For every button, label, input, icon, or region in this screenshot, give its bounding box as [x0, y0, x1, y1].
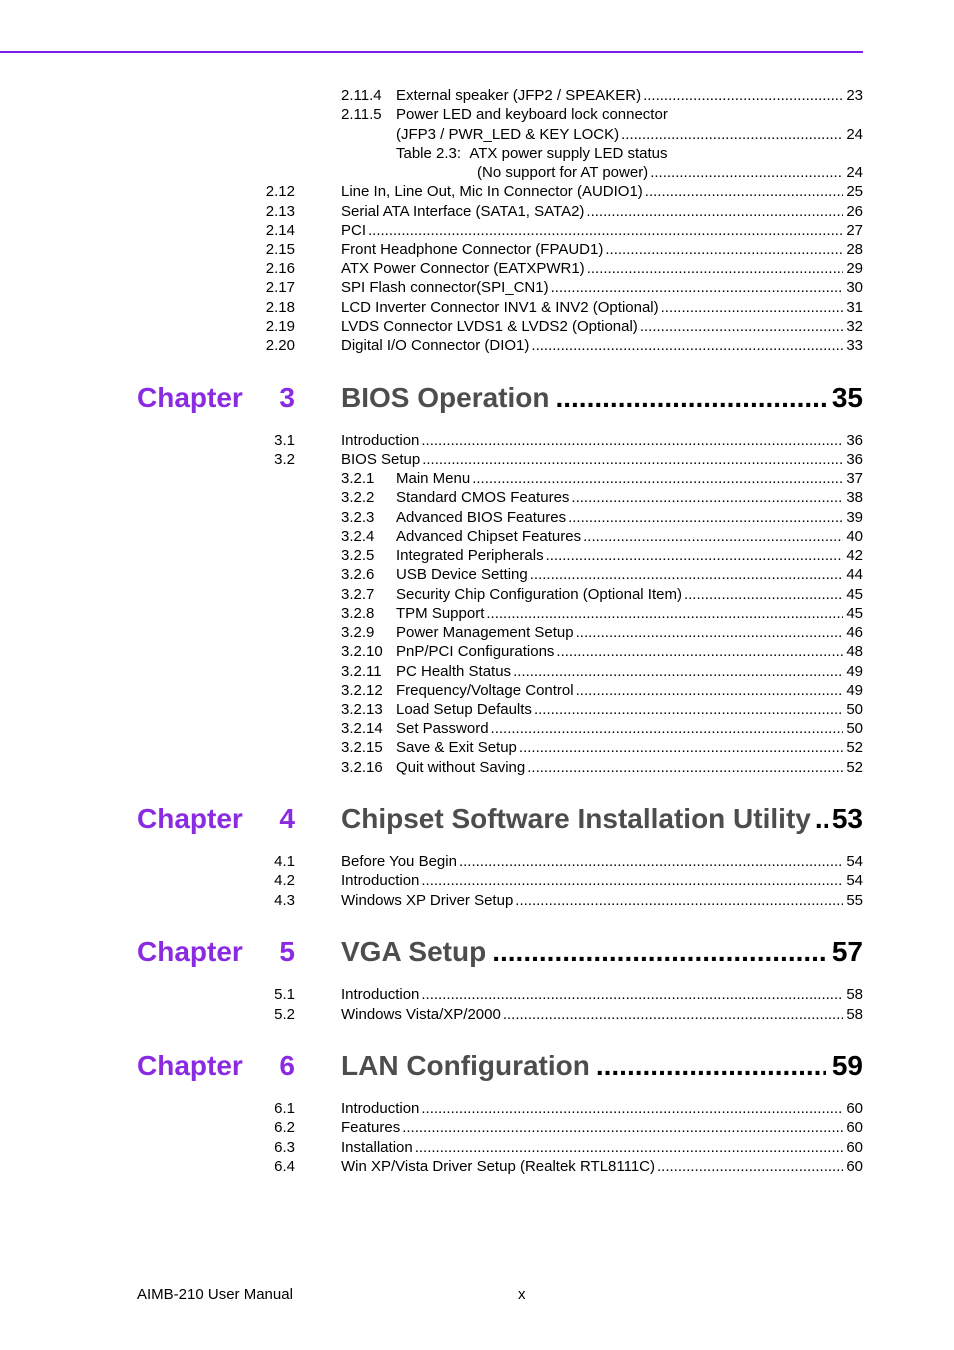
toc-leader — [551, 278, 844, 298]
toc-row[interactable] — [0, 298, 954, 318]
toc-row[interactable] — [0, 163, 954, 183]
toc-leader — [472, 469, 843, 489]
toc-subnumber: 2.11.4 — [341, 87, 382, 104]
toc-label: Table 2.3: ATX power supply LED status — [396, 145, 668, 162]
toc-label: Introduction — [341, 1100, 420, 1117]
toc-leader — [492, 934, 826, 970]
toc-label: Win XP/Vista Driver Setup (Realtek RTL8111C) — [341, 1158, 656, 1175]
toc-number: 2.14 — [265, 222, 295, 239]
chapter-label: Chapter — [137, 803, 243, 834]
toc-label: Power LED and keyboard lock connector — [396, 106, 668, 123]
toc-label: Features — [341, 1119, 401, 1136]
toc-subnumber: 3.2.15 — [341, 739, 383, 756]
chapter-page: 53 — [831, 803, 863, 834]
chapter-title: Chipset Software Installation Utility — [341, 803, 811, 834]
toc-page: 39 — [846, 509, 863, 526]
toc-leader — [576, 623, 844, 643]
toc-leader — [515, 891, 843, 911]
chapter-page: 59 — [831, 1050, 863, 1081]
toc-page: 33 — [846, 337, 863, 354]
toc-page: 28 — [846, 241, 863, 258]
footer-manual-title: AIMB-210 User Manual — [137, 1286, 293, 1303]
toc-label: Serial ATA Interface (SATA1, SATA2) — [341, 203, 585, 220]
toc-leader — [684, 585, 843, 605]
toc-leader — [571, 488, 843, 508]
toc-label: PC Health Status — [396, 663, 512, 680]
toc-number: 2.12 — [265, 183, 295, 200]
toc-label: Frequency/Voltage Control — [396, 682, 574, 699]
chapter-heading[interactable] — [0, 934, 954, 970]
toc-label: Introduction — [341, 986, 420, 1003]
toc-row[interactable] — [0, 758, 954, 778]
toc-number: 4.3 — [274, 892, 295, 909]
toc-subnumber: 3.2.6 — [341, 566, 375, 583]
chapter-title: BIOS Operation — [341, 382, 550, 413]
toc-page: 40 — [846, 528, 863, 545]
toc-leader — [576, 681, 844, 701]
toc-subnumber: 3.2.1 — [341, 470, 375, 487]
toc-subnumber: 3.2.8 — [341, 605, 375, 622]
toc-leader — [402, 1118, 843, 1138]
toc-page: 44 — [846, 566, 863, 583]
toc-number: 6.3 — [274, 1139, 295, 1156]
toc-label: Power Management Setup — [396, 624, 574, 641]
toc-label: (JFP3 / PWR_LED & KEY LOCK) — [396, 126, 620, 143]
toc-label: Windows XP Driver Setup — [341, 892, 514, 909]
toc-leader — [519, 738, 843, 758]
toc-number: 2.15 — [265, 241, 295, 258]
toc-page: 38 — [846, 489, 863, 506]
chapter-heading[interactable] — [0, 801, 954, 837]
toc-page: 23 — [846, 87, 863, 104]
toc-row[interactable] — [0, 585, 954, 605]
toc-leader — [605, 240, 843, 260]
toc-row[interactable] — [0, 852, 954, 872]
toc-label: External speaker (JFP2 / SPEAKER) — [396, 87, 642, 104]
toc-leader — [568, 508, 843, 528]
toc-number: 6.1 — [274, 1100, 295, 1117]
chapter-heading[interactable] — [0, 1048, 954, 1084]
toc-number: 3.2 — [274, 451, 295, 468]
toc-row[interactable] — [0, 1118, 954, 1138]
toc-row[interactable] — [0, 891, 954, 911]
footer-page-number: x — [518, 1286, 526, 1303]
toc-row[interactable] — [0, 105, 954, 125]
toc-label: PCI — [341, 222, 367, 239]
chapter-number: 6 — [279, 1050, 295, 1081]
toc-subnumber: 3.2.12 — [341, 682, 383, 699]
chapter-title: LAN Configuration — [341, 1050, 590, 1081]
toc-leader — [421, 431, 843, 451]
toc-number: 2.17 — [265, 279, 295, 296]
toc-label: Introduction — [341, 432, 420, 449]
toc-subnumber: 3.2.16 — [341, 759, 383, 776]
toc-leader — [583, 527, 843, 547]
toc-label: Integrated Peripherals — [396, 547, 544, 564]
toc-subnumber: 3.2.10 — [341, 643, 383, 660]
toc-label: Main Menu — [396, 470, 471, 487]
toc-number: 2.18 — [265, 299, 295, 316]
toc-leader — [661, 298, 844, 318]
toc-leader — [645, 182, 844, 202]
toc-row[interactable] — [0, 336, 954, 356]
toc-label: (No support for AT power) — [477, 164, 649, 181]
toc-number: 4.1 — [274, 853, 295, 870]
toc-row[interactable] — [0, 546, 954, 566]
toc-leader — [650, 163, 843, 183]
toc-label: ATX Power Connector (EATXPWR1) — [341, 260, 585, 277]
toc-page: 60 — [846, 1158, 863, 1175]
toc-leader — [815, 801, 828, 837]
toc-row[interactable] — [0, 259, 954, 279]
toc-leader — [596, 1048, 826, 1084]
toc-row[interactable] — [0, 317, 954, 337]
toc-label: TPM Support — [396, 605, 485, 622]
toc-leader — [643, 86, 843, 106]
toc-row[interactable] — [0, 985, 954, 1005]
toc-page: 60 — [846, 1119, 863, 1136]
toc-row[interactable] — [0, 1099, 954, 1119]
toc-page: 46 — [846, 624, 863, 641]
toc-row[interactable] — [0, 1157, 954, 1177]
toc-page: 49 — [846, 663, 863, 680]
toc-number: 4.2 — [274, 872, 295, 889]
toc-page: 55 — [846, 892, 863, 909]
toc-page: 45 — [846, 605, 863, 622]
chapter-label: Chapter — [137, 1050, 243, 1081]
toc-page: 49 — [846, 682, 863, 699]
toc-leader — [513, 662, 843, 682]
toc-page: 58 — [846, 986, 863, 1003]
toc-number: 2.20 — [265, 337, 295, 354]
toc-page: 36 — [846, 432, 863, 449]
toc-page: 52 — [846, 759, 863, 776]
toc-label: Front Headphone Connector (FPAUD1) — [341, 241, 604, 258]
toc-label: Advanced Chipset Features — [396, 528, 582, 545]
toc-number: 6.2 — [274, 1119, 295, 1136]
toc-page: 31 — [846, 299, 863, 316]
toc-leader — [421, 985, 843, 1005]
toc-leader — [586, 202, 843, 222]
toc-page: 60 — [846, 1100, 863, 1117]
toc-label: Installation — [341, 1139, 413, 1156]
toc-row[interactable] — [0, 125, 954, 145]
chapter-number: 3 — [279, 382, 295, 413]
toc-subnumber: 3.2.13 — [341, 701, 383, 718]
toc-subnumber: 3.2.4 — [341, 528, 375, 545]
toc-label: Before You Begin — [341, 853, 457, 870]
toc-row[interactable] — [0, 1138, 954, 1158]
toc-page: 32 — [846, 318, 863, 335]
toc-page: 50 — [846, 701, 863, 718]
toc-number: 5.2 — [274, 1006, 295, 1023]
toc-row[interactable] — [0, 469, 954, 489]
toc-page: 27 — [846, 222, 863, 239]
toc-label: SPI Flash connector(SPI_CN1) — [341, 279, 549, 296]
toc-leader — [640, 317, 844, 337]
toc-number: 5.1 — [274, 986, 295, 1003]
toc-leader — [621, 125, 843, 145]
toc-label: USB Device Setting — [396, 566, 528, 583]
toc-leader — [368, 221, 843, 241]
toc-subnumber: 3.2.5 — [341, 547, 375, 564]
toc-label: Load Setup Defaults — [396, 701, 532, 718]
toc-leader — [657, 1157, 843, 1177]
toc-row[interactable] — [0, 221, 954, 241]
toc-row[interactable] — [0, 604, 954, 624]
toc-row[interactable] — [0, 719, 954, 739]
toc-row[interactable] — [0, 86, 954, 106]
toc-label: Advanced BIOS Features — [396, 509, 567, 526]
toc-leader — [555, 380, 825, 416]
toc-page: 54 — [846, 853, 863, 870]
chapter-heading[interactable] — [0, 380, 954, 416]
toc-row[interactable] — [0, 700, 954, 720]
toc-page: 37 — [846, 470, 863, 487]
toc-number: 3.1 — [274, 432, 295, 449]
toc-page: 42 — [846, 547, 863, 564]
toc-leader — [421, 1099, 843, 1119]
toc-row[interactable] — [0, 240, 954, 260]
toc-label: Quit without Saving — [396, 759, 526, 776]
toc-page: 60 — [846, 1139, 863, 1156]
toc-page: 45 — [846, 586, 863, 603]
toc-leader — [422, 450, 843, 470]
toc-subnumber: 3.2.7 — [341, 586, 375, 603]
toc-row[interactable] — [0, 1005, 954, 1025]
chapter-number: 5 — [279, 936, 295, 967]
toc-row[interactable] — [0, 565, 954, 585]
toc-page: 29 — [846, 260, 863, 277]
toc-leader — [415, 1138, 844, 1158]
toc-page: 50 — [846, 720, 863, 737]
toc-leader — [531, 336, 843, 356]
toc-label: Set Password — [396, 720, 489, 737]
toc-label: Windows Vista/XP/2000 — [341, 1006, 501, 1023]
toc-subnumber: 3.2.11 — [341, 663, 382, 680]
toc-row[interactable] — [0, 450, 954, 470]
toc-page: 36 — [846, 451, 863, 468]
toc-page: 48 — [846, 643, 863, 660]
toc-leader — [421, 871, 843, 891]
toc-row[interactable] — [0, 662, 954, 682]
toc-row[interactable] — [0, 182, 954, 202]
chapter-label: Chapter — [137, 936, 243, 967]
toc-row[interactable] — [0, 738, 954, 758]
toc-leader — [459, 852, 843, 872]
toc-number: 2.13 — [265, 203, 295, 220]
toc-subnumber: 3.2.2 — [341, 489, 375, 506]
header-rule — [0, 51, 863, 53]
toc-leader — [546, 546, 844, 566]
toc-label: LCD Inverter Connector INV1 & INV2 (Optional) — [341, 299, 659, 316]
toc-leader — [503, 1005, 844, 1025]
toc-label: Digital I/O Connector (DIO1) — [341, 337, 530, 354]
toc-page: 30 — [846, 279, 863, 296]
toc-subnumber: 3.2.3 — [341, 509, 375, 526]
chapter-label: Chapter — [137, 382, 243, 413]
toc-leader — [534, 700, 843, 720]
toc-label: LVDS Connector LVDS1 & LVDS2 (Optional) — [341, 318, 638, 335]
toc-row[interactable] — [0, 431, 954, 451]
toc-label: BIOS Setup — [341, 451, 421, 468]
toc-leader — [527, 758, 843, 778]
chapter-page: 57 — [831, 936, 863, 967]
toc-label: Line In, Line Out, Mic In Connector (AUDIO1) — [341, 183, 643, 200]
toc-number: 2.16 — [265, 260, 295, 277]
toc-row[interactable] — [0, 202, 954, 222]
toc-label: Introduction — [341, 872, 420, 889]
toc-label: Standard CMOS Features — [396, 489, 570, 506]
toc-row[interactable] — [0, 278, 954, 298]
toc-page: 25 — [846, 183, 863, 200]
toc-leader — [587, 259, 844, 279]
toc-label: Security Chip Configuration (Optional Item) — [396, 586, 682, 603]
toc-row[interactable] — [0, 527, 954, 547]
toc-page: 24 — [846, 164, 863, 181]
toc-page: 58 — [846, 1006, 863, 1023]
toc-row[interactable] — [0, 871, 954, 891]
toc-row[interactable] — [0, 144, 954, 164]
toc-page: 52 — [846, 739, 863, 756]
toc-subnumber: 3.2.14 — [341, 720, 383, 737]
toc-row[interactable] — [0, 681, 954, 701]
toc-label: Save & Exit Setup — [396, 739, 517, 756]
toc-row[interactable] — [0, 488, 954, 508]
toc-leader — [556, 642, 843, 662]
toc-page: 24 — [846, 126, 863, 143]
toc-page: 54 — [846, 872, 863, 889]
chapter-title: VGA Setup — [341, 936, 487, 967]
toc-leader — [491, 719, 844, 739]
toc-subnumber: 3.2.9 — [341, 624, 375, 641]
toc-row[interactable] — [0, 508, 954, 528]
toc-label: PnP/PCI Configurations — [396, 643, 555, 660]
toc-subnumber: 2.11.5 — [341, 106, 382, 123]
toc-number: 6.4 — [274, 1158, 295, 1175]
toc-number: 2.19 — [265, 318, 295, 335]
toc-leader — [530, 565, 844, 585]
toc-row[interactable] — [0, 623, 954, 643]
chapter-number: 4 — [279, 803, 295, 834]
toc-row[interactable] — [0, 642, 954, 662]
toc-leader — [486, 604, 843, 624]
toc-page: 26 — [846, 203, 863, 220]
chapter-page: 35 — [831, 382, 863, 413]
